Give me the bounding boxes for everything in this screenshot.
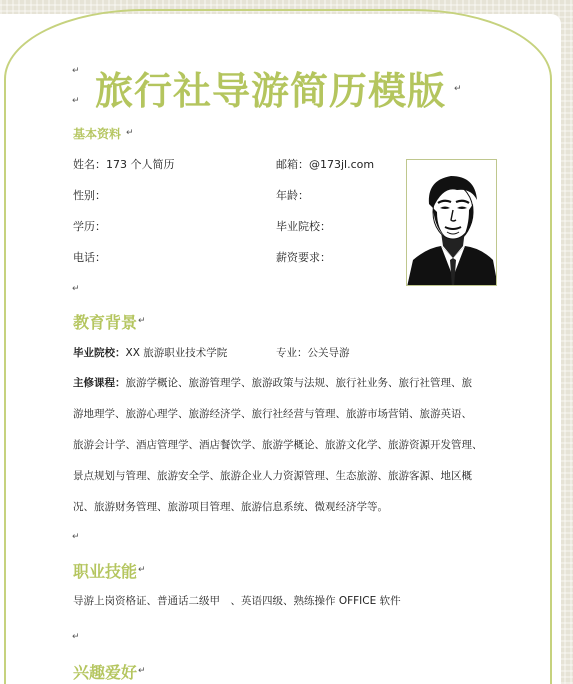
courses-line-2: 游地理学、旅游心理学、旅游经济学、旅行社经营与管理、旅游市场营销、旅游英语、 [73,408,472,420]
paragraph-mark: ↵ [138,666,146,676]
field-phone: 电话： [73,251,106,264]
field-gender: 性别： [73,189,106,202]
major-field: 专业：公关导游 [276,347,350,359]
page-title: 旅行社导游简历模版 [95,69,447,113]
portrait-icon [407,160,497,286]
graduation-school-line [73,345,227,360]
section-heading-basic: 基本资料 [73,127,122,141]
graduation-school-value: XX 旅游职业技术学院 [125,347,228,359]
paragraph-mark: ↵ [454,84,462,94]
paragraph-mark: ↵ [72,66,80,76]
paragraph-mark: ↵ [138,565,146,575]
section-heading-hobbies: 兴趣爱好 [73,663,138,682]
field-email: 邮箱：@173jl.com [276,158,375,171]
courses-line-4: 景点规划与管理、旅游安全学、旅游企业人力资源管理、生态旅游、旅游客源、地区概 [73,470,472,482]
field-school: 毕业院校： [276,220,331,233]
paragraph-mark: ↵ [72,532,80,542]
paragraph-mark: ↵ [72,632,80,642]
paragraph-mark: ↵ [126,128,134,138]
paragraph-mark: ↵ [72,96,80,106]
courses-line-3: 旅游会计学、酒店管理学、酒店餐饮学、旅游学概论、旅游文化学、旅游资源开发管理、 [73,439,483,451]
paragraph-mark: ↵ [72,284,80,294]
section-heading-education: 教育背景 [73,313,138,332]
profile-photo [406,159,497,286]
courses-line-5: 况、旅游财务管理、旅游项目管理、旅游信息系统、微观经济学等。 [73,501,388,513]
field-age: 年龄： [276,189,309,202]
courses-label: 主修课程： [73,377,126,389]
paragraph-mark: ↵ [138,316,146,326]
graduation-school-label: 毕业院校： [73,347,126,359]
field-salary: 薪资要求： [276,251,331,264]
field-name: 姓名：173 个人简历 [73,158,175,171]
courses-text-1: 旅游学概论、旅游管理学、旅游政策与法规、旅行社业务、旅行社管理、旅 [125,377,472,389]
skills-text: 导游上岗资格证、普通话二级甲 、英语四级、熟练操作 OFFICE 软件 [73,595,401,607]
field-education: 学历： [73,220,106,233]
section-heading-skills: 职业技能 [73,562,138,581]
courses-line-1 [73,375,472,390]
